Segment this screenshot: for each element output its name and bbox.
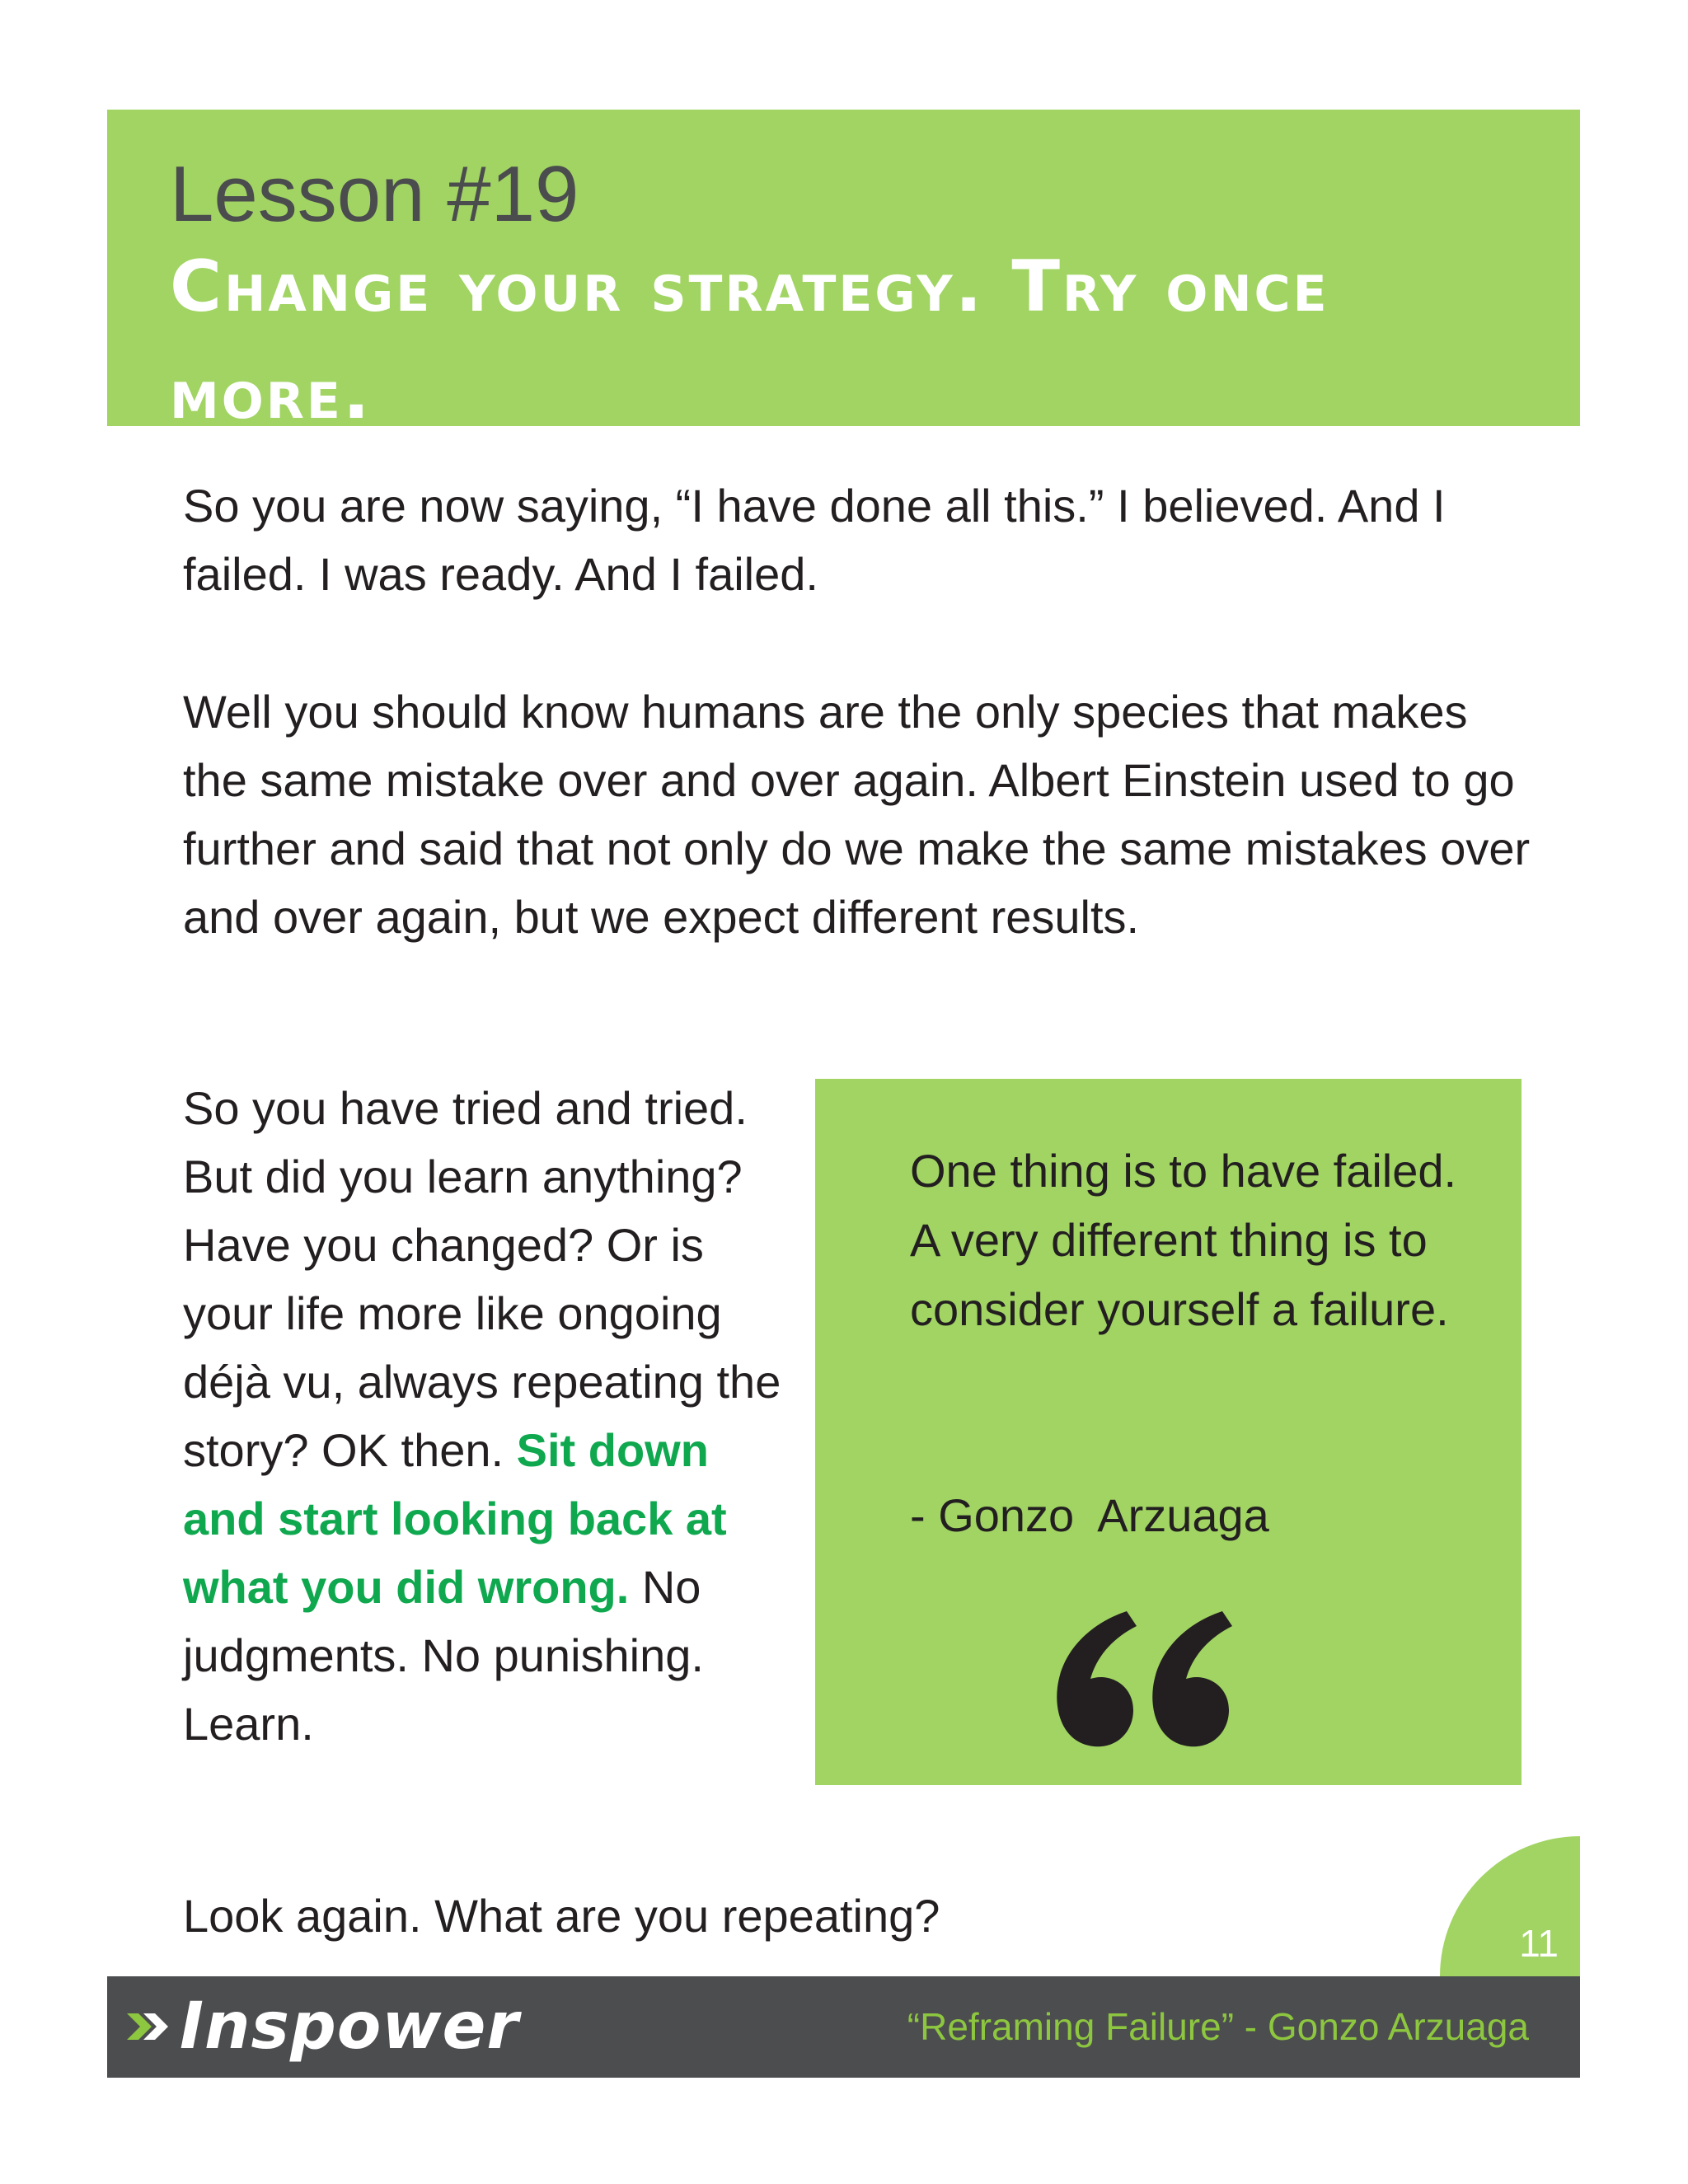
page-number: 11 (1519, 1922, 1559, 1965)
quote-box (815, 1079, 1522, 1785)
quote-text: One thing is to have failed. A very different thing is to consider yourself a failure. (910, 1145, 1457, 1335)
paragraph-4: Look again. What are you repeating? (183, 1890, 940, 1942)
double-chevron-icon (125, 2010, 175, 2043)
page-number-tab (1440, 1836, 1580, 1976)
brand-name: Inspower (180, 1990, 519, 2064)
paragraph-3-start: So you have tried and tried. But did you learn anything? Have you changed? Or is your life more like ongoing déjà vu, always repeating the story? OK then. (183, 1082, 781, 1476)
paragraph-3 (183, 1074, 793, 1758)
footer-bar (107, 1976, 1580, 2078)
lesson-header (107, 110, 1580, 435)
brand-logo (125, 1983, 519, 2070)
quotation-mark-icon (1051, 1606, 1232, 1755)
lesson-number: Lesson #19 (170, 150, 579, 238)
footer-caption: “Reframing Failure” - Gonzo Arzuaga (907, 2005, 1529, 2048)
paragraph-2: Well you should know humans are the only species that makes the same mistake over and over again. Albert Einstein used to go further and said that not only do we make the same mistakes over and over again, but we expect different results. (183, 686, 1531, 943)
paragraph-3-highlight: Sit down and start looking back at what you did wrong. (183, 1424, 727, 1613)
lesson-title: Change your strategy. Try once more. (170, 246, 1329, 435)
paragraph-1: So you are now saying, “I have done all this.” I believed. And I failed. I was ready. And I failed. (183, 480, 1446, 600)
paragraph-3-end: No judgments. No punishing. Learn. (183, 1561, 704, 1750)
quote-author: - Gonzo Arzuaga (910, 1489, 1269, 1541)
